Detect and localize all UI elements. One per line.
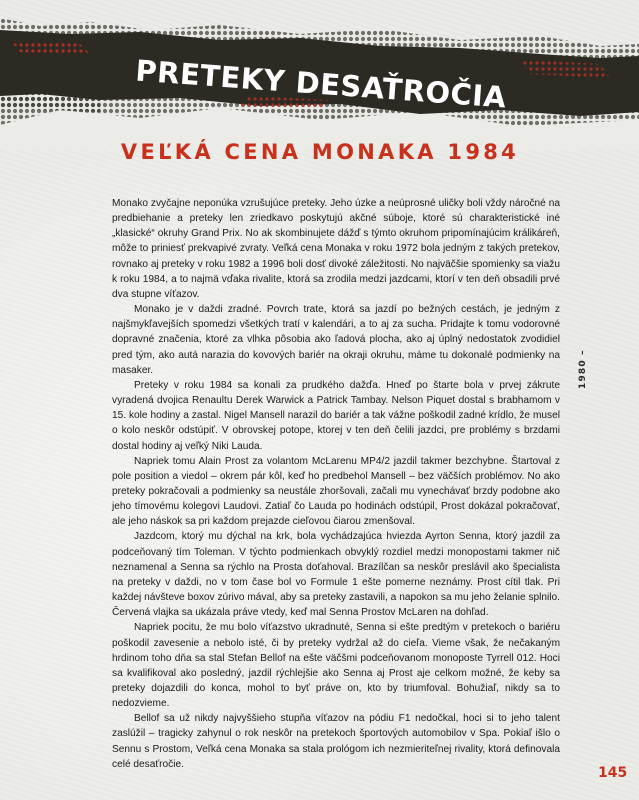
paragraph: Jazdcom, ktorý mu dýchal na krk, bola vychádzajúca hviezda Ayrton Senna, ktorý jazdil za podceňovaný tím Toleman. V týchto podmienkach obvyklý rozdiel medzi monopostami takmer nič neznamenal a Senna sa rýchlo na Prosta doťahoval. Brazílčan sa neskôr preslávil ako špecialista na preteky v daždi, no v tom čase bol vo Formule 1 ešte pomerne neznámy. Prost cítil tlak. Pri každej návšteve boxov zúrivo mával, aby sa preteky zastavili, a napokon sa mu jeho želanie splnilo. Červená vlajka sa ukázala práve vtedy, keď mal Senna Prostov McLaren na dohľad. — [112, 531, 560, 619]
paragraph: Bellof sa už nikdy najvyššieho stupňa víťazov na pódiu F1 nedočkal, hoci si to jeho talent zaslúžil – tragicky zahynul o rok neskôr na pretekoch športových automobilov v Spa. Pokiaľ išlo o Sennu s Prostom, Veľká cena Monaka sa stala prológom ich nezmieriteľnej rivality, ktorá definovala celé desaťročie. — [112, 713, 560, 770]
era-side-label: 1980 – — [578, 349, 588, 389]
paragraph: Monako je v daždi zradné. Povrch trate, ktorá sa jazdí po bežných cestách, je jedným z najšmykľavejších spomedzi všetkých tratí v kalendári, a to aj za sucha. Pridajte k tomu vodorovné dopravné značenia, ktoré za vlhka pôsobia ako ľadová plocha, ako aj úplný nedostatok zvodidiel pred tým, ako autá narazia do kovových bariér na okraji okruhu, máme tu dokonalé podmienky na masaker. — [112, 304, 560, 376]
article-subtitle: VEĽKÁ CENA MONAKA 1984 — [120, 140, 520, 164]
page-number: 145 — [598, 765, 628, 781]
paragraph: Monako zvyčajne neponúka vzrušujúce preteky. Jeho úzke a neúprosné uličky boli vždy náročné na predbiehanie a preteky len zriedkavo poskytujú akčné súboje, ktoré sú charakteristické iné „klasické“ okruhy Grand Prix. No ak skombinujete dážď s týmto okruhom pripomínajúcim králikáreň, môže to priniesť prekvapivé zvraty. Veľká cena Monaka v roku 1972 bola jedným z takých pretekov, rovnako aj preteky v roku 1982 a 1996 boli dosť divoké záležitosti. No najväčšie spomienky sa viažu k roku 1984, a to najmä vďaka rivalite, ktorá sa zrodila medzi jazdcami, ktorí v ten deň obsadili prvé dva stupne víťazov. — [112, 198, 560, 300]
article-body — [112, 196, 560, 772]
page-title: PRETEKY DESAŤROČIA — [134, 53, 508, 115]
paragraph: Napriek tomu Alain Prost za volantom McLarenu MP4/2 jazdil takmer bezchybne. Štartoval z pole position a viedol – okrem pár kôl, keď ho predbehol Mansell – bez väčších problémov. No ako preteky pokračovali a podmienky sa neustále zhoršovali, začali mu vynechávať brzdy podobne ako jeho tímovému kolegovi Laudovi. Zatiaľ čo Lauda po hodinách odstúpil, Prost dokázal pokračovať, ale jeho náskok sa pri každom prejazde cieľovou čiarou zmenšoval. — [112, 455, 560, 528]
paragraph: Napriek pocitu, že mu bolo víťazstvo ukradnuté, Senna si ešte predtým v pretekoch o bariéru poškodil zavesenie a nebolo isté, či by preteky vydržal až do cieľa. Vieme však, že nečakaným hrdinom toho dňa sa stal Stefan Bellof na ešte väčšmi podceňovanom monoposte Tyrrell 012. Hoci sa kvalifikoval ako posledný, jazdil rýchlejšie ako Senna aj Prost aje celkom možné, že keby sa preteky dojazdili do konca, mohol to byť práve on, kto by triumfoval. Bohužiaľ, nikdy sa to nedozvieme. — [112, 622, 560, 710]
paragraph: Preteky v roku 1984 sa konali za prudkého dažďa. Hneď po štarte bola v prvej zákrute vyradená dvojica Renaultu Derek Warwick a Patrick Tambay. Nelson Piquet dostal s brabhamom v 15. kole hodiny a zastal. Nigel Mansell narazil do bariér a tak vážne poškodil zadné krídlo, že musel o kolo neskôr odstúpiť. V obrovskej potope, ktorej v ten deň čelili jazdci, pre problémy s brzdami dostal hodiny aj veľký Niki Lauda. — [112, 379, 560, 452]
